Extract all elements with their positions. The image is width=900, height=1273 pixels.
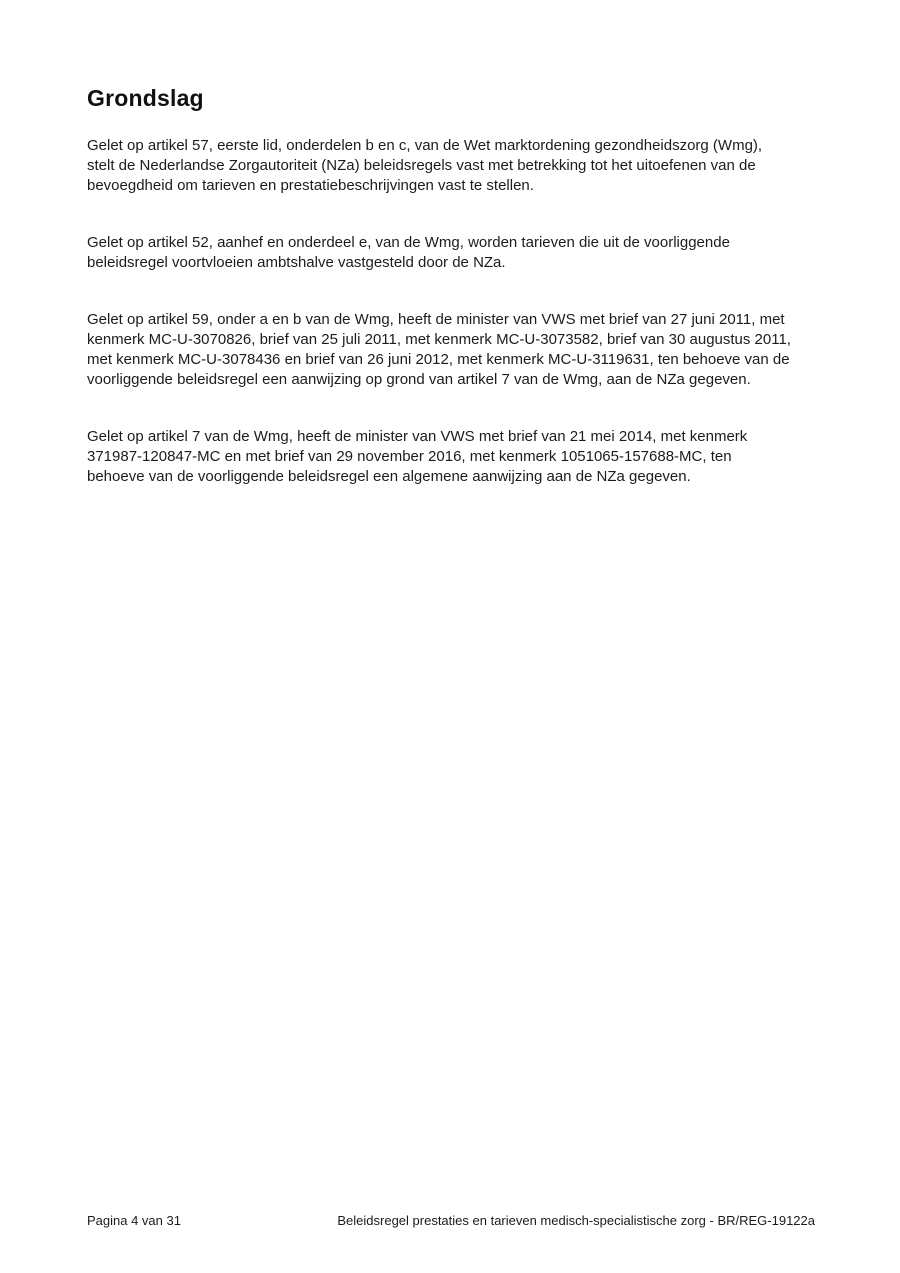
page-title: Grondslag: [87, 85, 204, 111]
paragraph-line: Gelet op artikel 7 van de Wmg, heeft de minister van VWS met brief van 21 mei 2014, met kenmerk: [87, 428, 748, 445]
paragraph-line: met kenmerk MC-U-3078436 en brief van 26 juni 2012, met kenmerk MC-U-3119631, ten behoeve van de: [87, 351, 790, 368]
paragraph-line: bevoegdheid om tarieven en prestatiebeschrijvingen vast te stellen.: [87, 177, 534, 194]
paragraph-line: behoeve van de voorliggende beleidsregel een algemene aanwijzing aan de NZa gegeven.: [87, 468, 691, 485]
footer-document-title: Beleidsregel prestaties en tarieven medisch-specialistische zorg - BR/REG-19122a: [337, 1213, 815, 1228]
paragraph-grondslag-1: [87, 136, 815, 196]
footer-page-number: Pagina 4 van 31: [87, 1213, 181, 1228]
paragraph-line: Gelet op artikel 52, aanhef en onderdeel e, van de Wmg, worden tarieven die uit de voorliggende: [87, 234, 730, 251]
paragraph-line: Gelet op artikel 57, eerste lid, onderdelen b en c, van de Wet marktordening gezondheidszorg (Wmg),: [87, 137, 763, 154]
paragraph-line: beleidsregel voortvloeien ambtshalve vastgesteld door de NZa.: [87, 254, 506, 271]
paragraph-line: kenmerk MC-U-3070826, brief van 25 juli 2011, met kenmerk MC-U-3073582, brief van 30 augustus 2011,: [87, 331, 791, 348]
paragraph-line: 371987-120847-MC en met brief van 29 november 2016, met kenmerk 1051065-157688-MC, ten: [87, 448, 732, 465]
paragraph-grondslag-2: [87, 233, 815, 273]
paragraph-grondslag-3: [87, 310, 815, 390]
page-footer: [87, 1212, 815, 1229]
paragraph-grondslag-4: [87, 427, 815, 487]
paragraph-line: voorliggende beleidsregel een aanwijzing op grond van artikel 7 van de Wmg, aan de NZa gegeven.: [87, 371, 751, 388]
paragraph-line: Gelet op artikel 59, onder a en b van de Wmg, heeft de minister van VWS met brief van 27 juni 2011, met: [87, 311, 785, 328]
paragraph-line: stelt de Nederlandse Zorgautoriteit (NZa) beleidsregels vast met betrekking tot het uitoefenen van de: [87, 157, 756, 174]
